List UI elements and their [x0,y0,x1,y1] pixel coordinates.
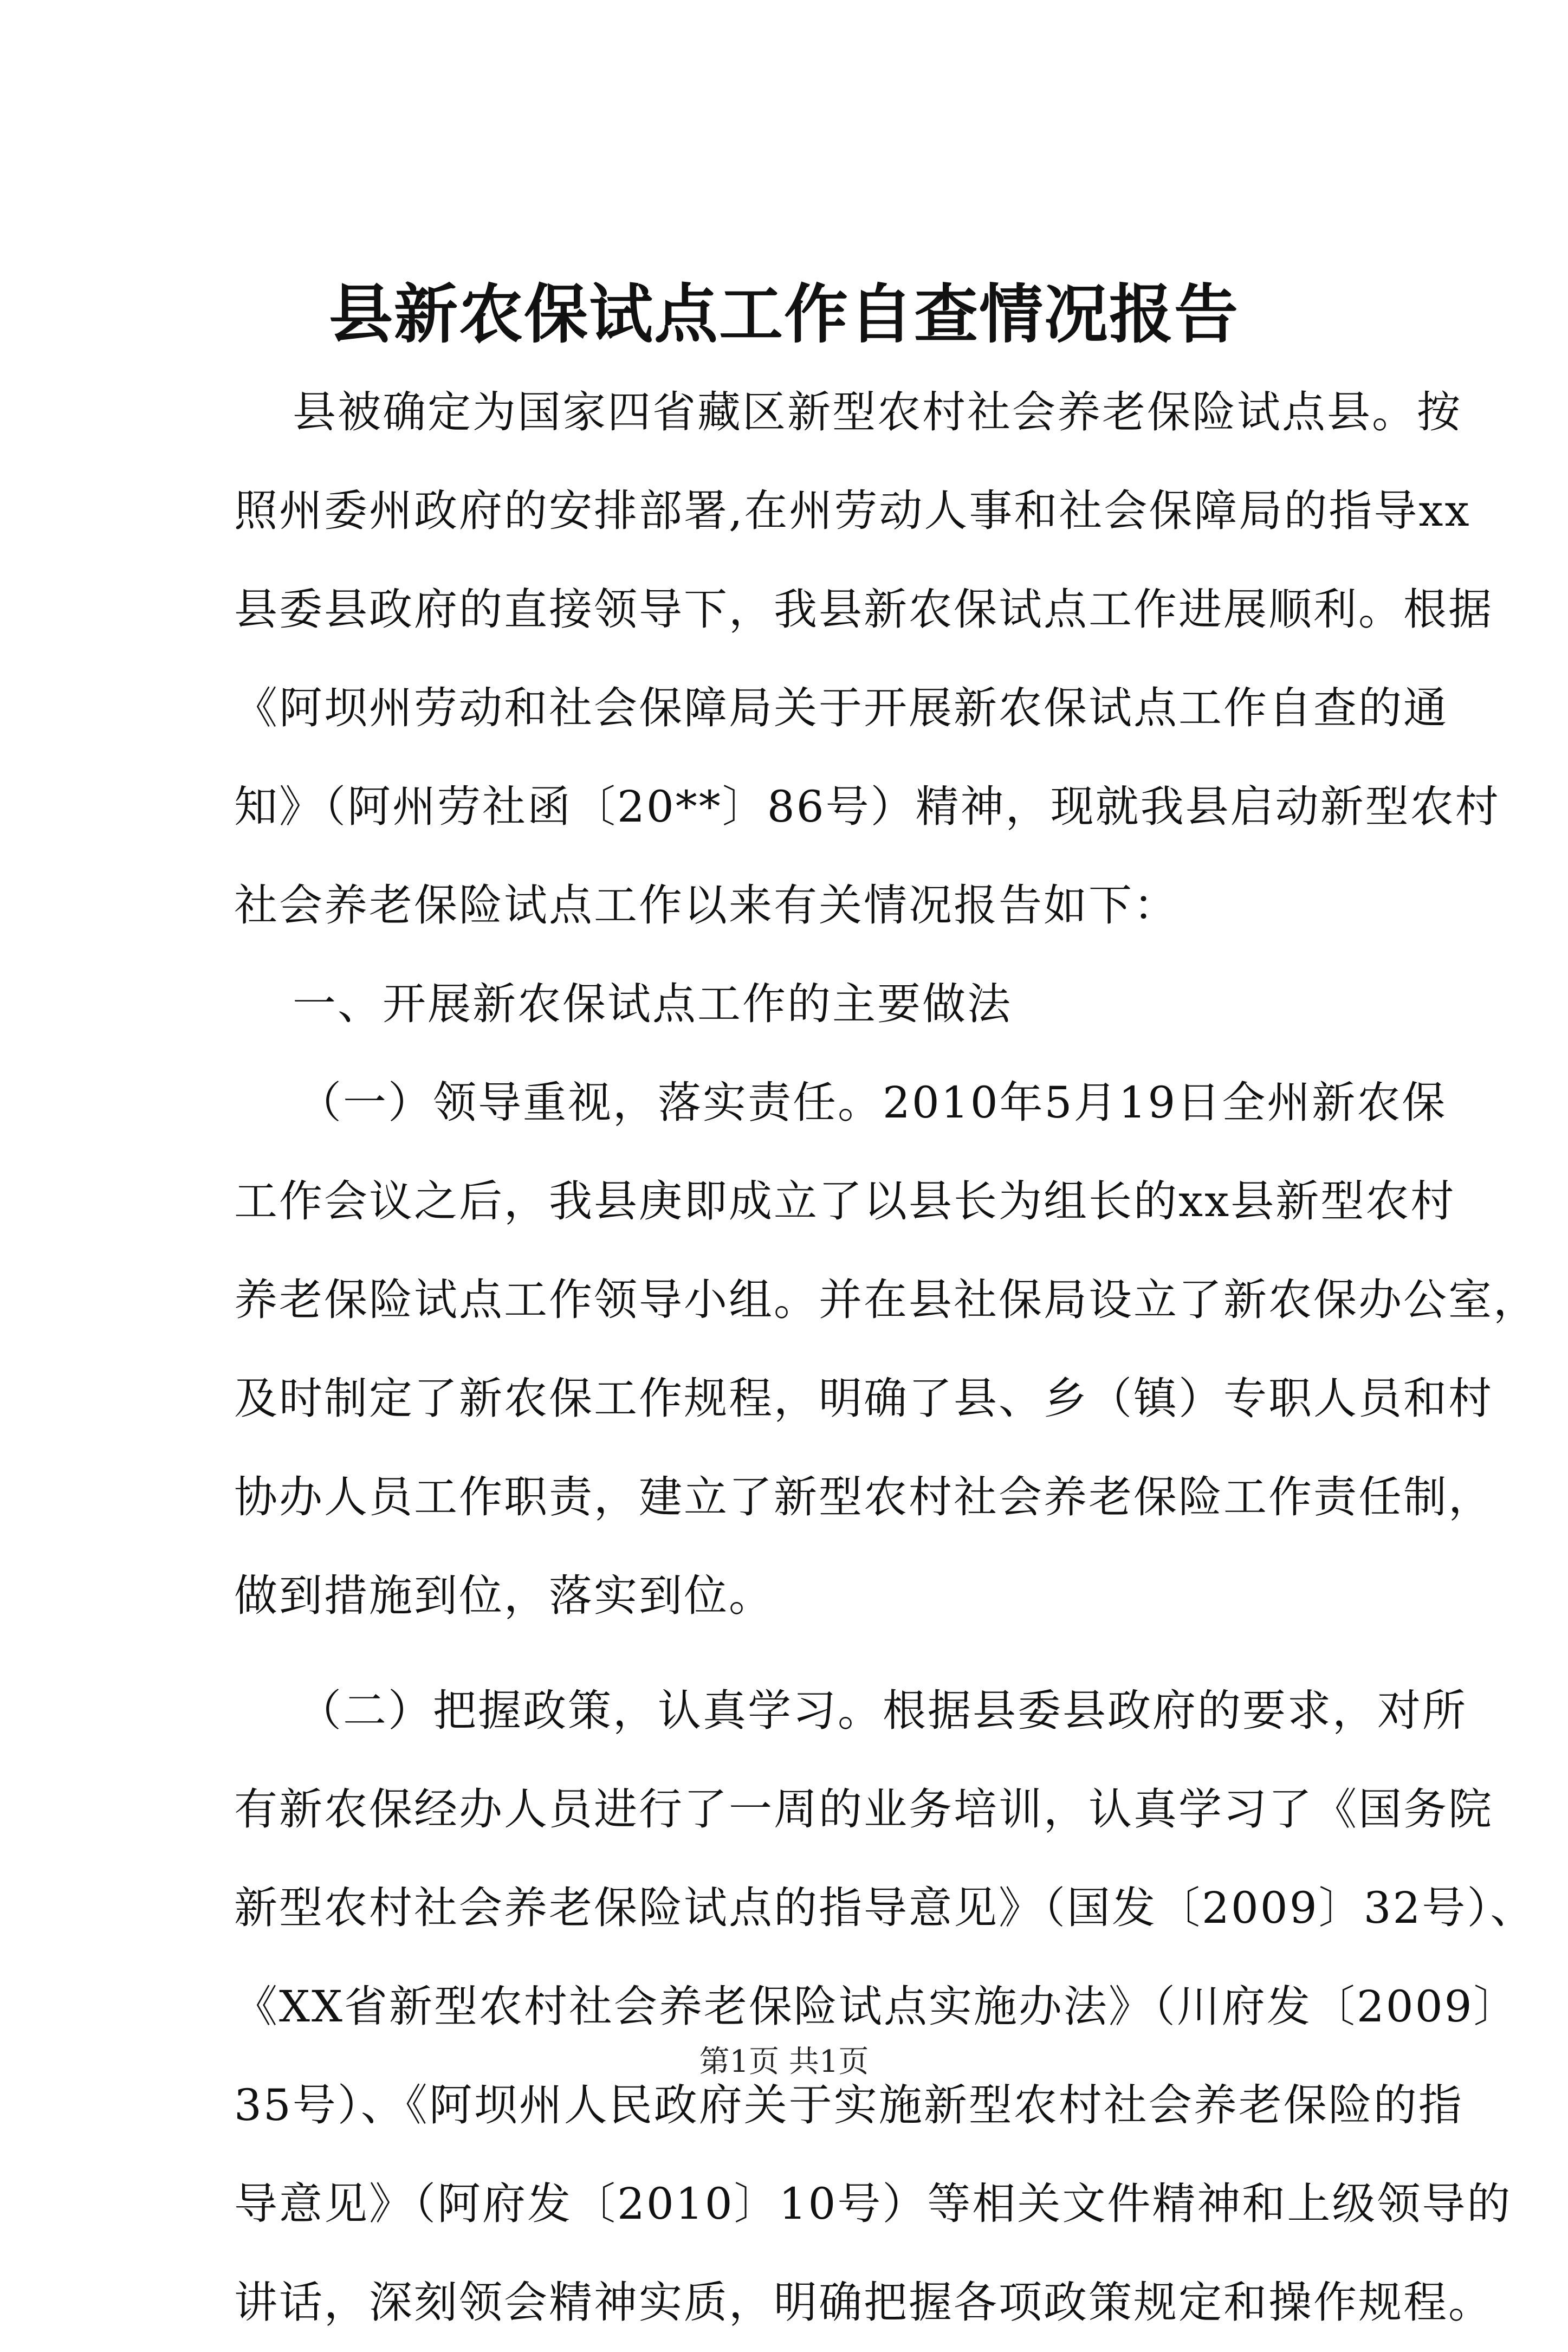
page-title: 县新农保试点工作自查情况报告 [328,276,1239,352]
body-line: 《阿坝州劳动和社会保障局关于开展新农保试点工作自查的通 [234,683,1448,733]
page-footer: 第1页 共1页 [699,2044,869,2079]
body-line: 《XX省新型农村社会养老保险试点实施办法》（川府发〔2009〕 [234,1981,1519,2032]
body-line: 工作会议之后，我县庚即成立了以县长为组长的xx县新型农村 [234,1176,1456,1226]
body-line: 社会养老保险试点工作以来有关情况报告如下： [234,880,1178,931]
body-line: 及时制定了新农保工作规程，明确了县、乡（镇）专职人员和村 [234,1373,1493,1424]
body-line: 35号）、《阿坝州人民政府关于实施新型农村社会养老保险的指 [234,2080,1463,2130]
body-line: 新型农村社会养老保险试点的指导意见》（国发〔2009〕32号）、 [234,1883,1535,1933]
body-line: 有新农保经办人员进行了一周的业务培训，认真学习了《国务院 [234,1784,1493,1834]
body-line: 县委县政府的直接领导下，我县新农保试点工作进展顺利。根据 [234,584,1493,635]
body-line: （二）把握政策，认真学习。根据县委县政府的要求，对所 [298,1685,1467,1736]
body-line: 导意见》（阿府发〔2010〕10号）等相关文件精神和上级领导的 [234,2179,1512,2229]
body-line: 知》（阿州劳社函〔20**〕86号）精神，现就我县启动新型农村 [234,781,1500,832]
body-line: 照州委州政府的安排部署,在州劳动人事和社会保障局的指导xx [234,486,1471,536]
body-line: （一）领导重视，落实责任。2010年5月19日全州新农保 [298,1077,1447,1128]
section-heading: 一、开展新农保试点工作的主要做法 [293,979,1012,1029]
body-line: 讲话，深刻领会精神实质，明确把握各项政策规定和操作规程。 [234,2277,1493,2328]
body-line: 做到措施到位，落实到位。 [234,1571,774,1621]
body-line: 养老保险试点工作领导小组。并在县社保局设立了新农保办公室， [234,1275,1538,1325]
body-line: 协办人员工作职责，建立了新型农村社会养老保险工作责任制， [234,1472,1493,1522]
body-line: 县被确定为国家四省藏区新型农村社会养老保险试点县。按 [293,387,1462,437]
